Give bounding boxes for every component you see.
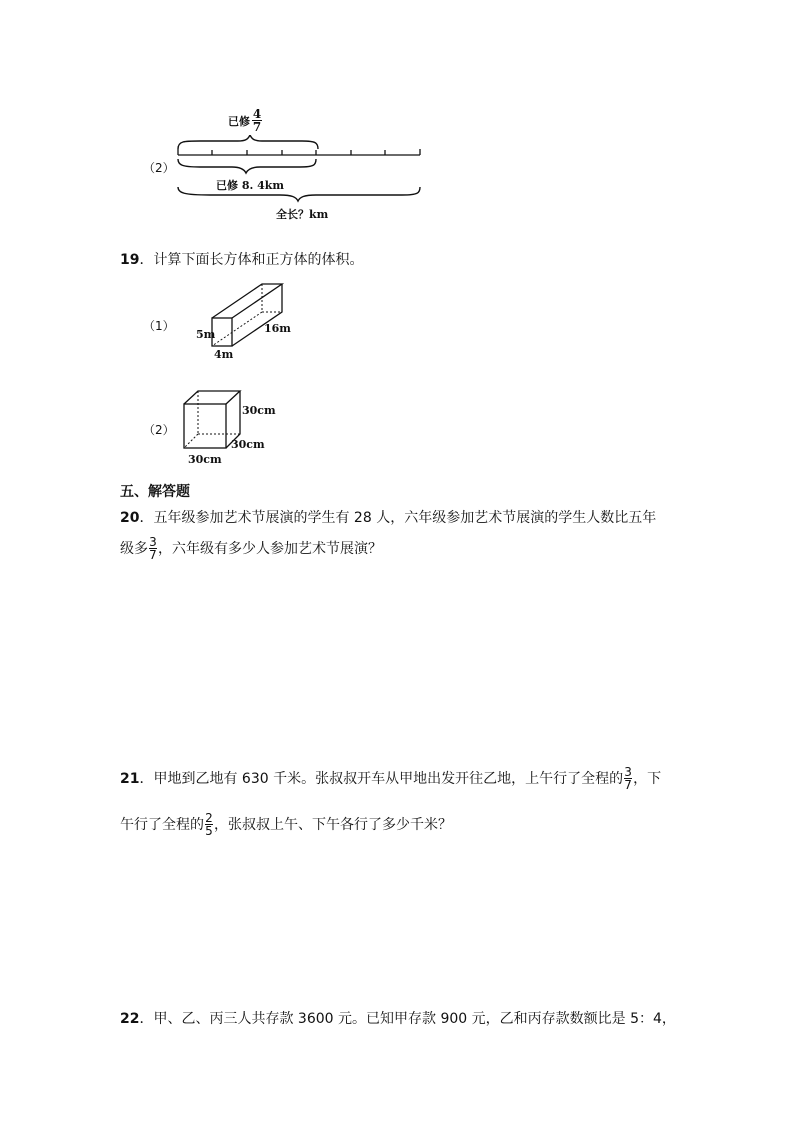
- q19-text: ．计算下面长方体和正方体的体积。: [139, 252, 364, 268]
- cuboid-height-label: 5m: [196, 328, 216, 341]
- cube-depth-label: 30cm: [231, 438, 265, 451]
- q21-line1: [120, 766, 661, 791]
- q21-text-line1-post: ，下: [633, 770, 662, 787]
- q18-bottom-brace: [178, 159, 316, 173]
- q19-number: 19: [120, 252, 140, 268]
- cube-front-face: [184, 404, 226, 448]
- q18-top-prefix: 已修: [228, 114, 250, 128]
- q22-number: 22: [120, 1011, 140, 1027]
- q21-text-line1-pre: ．甲地到乙地有 630 千米。张叔叔开车从甲地出发开往乙地，上午行了全程的: [139, 770, 624, 787]
- q18-top-frac-den: 7: [252, 120, 262, 134]
- cuboid-figure: [190, 280, 300, 362]
- q20-fraction: [149, 536, 157, 561]
- q18-bottom-label: 已修 8. 4km: [216, 179, 285, 192]
- cuboid-top-face: [212, 284, 282, 318]
- q20-frac-num: 3: [149, 535, 157, 549]
- q18-total-label: 全长？km: [276, 208, 329, 221]
- q18-ticks: [178, 149, 420, 155]
- q20-line1: [120, 508, 656, 528]
- q18-top-label: [228, 108, 263, 133]
- q21-line2: [120, 812, 452, 837]
- q21-frac2-den: 5: [205, 824, 213, 838]
- q20-text-line2-post: ，六年级有多少人参加艺术节展演？: [158, 540, 382, 557]
- q22-line1: [120, 1009, 676, 1029]
- q20-frac-den: 7: [149, 548, 157, 562]
- q18-total-brace: [178, 187, 420, 201]
- cuboid-width-label: 4m: [214, 348, 234, 361]
- cube-top-face: [184, 391, 240, 404]
- q18-top-frac-num: 4: [252, 107, 262, 121]
- q19-part2-label: （2）: [143, 423, 175, 437]
- cube-height-label: 30cm: [242, 404, 276, 417]
- q22-text-line1: ．甲、乙、丙三人共存款 3600 元。已知甲存款 900 元，乙和丙存款数额比是 5：4，: [139, 1011, 676, 1027]
- q21-frac1-den: 7: [624, 778, 632, 792]
- q18-number-line-figure: [170, 135, 430, 205]
- q21-frac2-num: 2: [205, 811, 213, 825]
- section-5-heading: 五、解答题: [120, 484, 190, 500]
- q18-part2-label: （2）: [143, 161, 175, 175]
- q19-part1-label: （1）: [143, 319, 175, 333]
- cuboid-hidden-edges: [212, 284, 282, 346]
- q21-text-line2-post: ，张叔叔上午、下午各行了多少千米？: [214, 816, 452, 833]
- q21-number: 21: [120, 770, 140, 787]
- q20-text-line2-pre: 级多: [120, 540, 148, 557]
- q21-frac1-num: 3: [624, 765, 632, 779]
- cube-width-label: 30cm: [188, 453, 222, 466]
- cuboid-length-label: 16m: [264, 322, 291, 335]
- q20-number: 20: [120, 510, 140, 526]
- q18-top-fraction: [252, 108, 262, 133]
- q21-text-line2-pre: 午行了全程的: [120, 816, 204, 833]
- q18-top-brace: [178, 135, 318, 149]
- q20-text-line1: ．五年级参加艺术节展演的学生有 28 人，六年级参加艺术节展演的学生人数比五年: [139, 510, 657, 526]
- q20-line2: [120, 536, 382, 561]
- q19-title: [120, 250, 363, 270]
- q21-fraction-2: [205, 812, 213, 837]
- q21-fraction-1: [624, 766, 632, 791]
